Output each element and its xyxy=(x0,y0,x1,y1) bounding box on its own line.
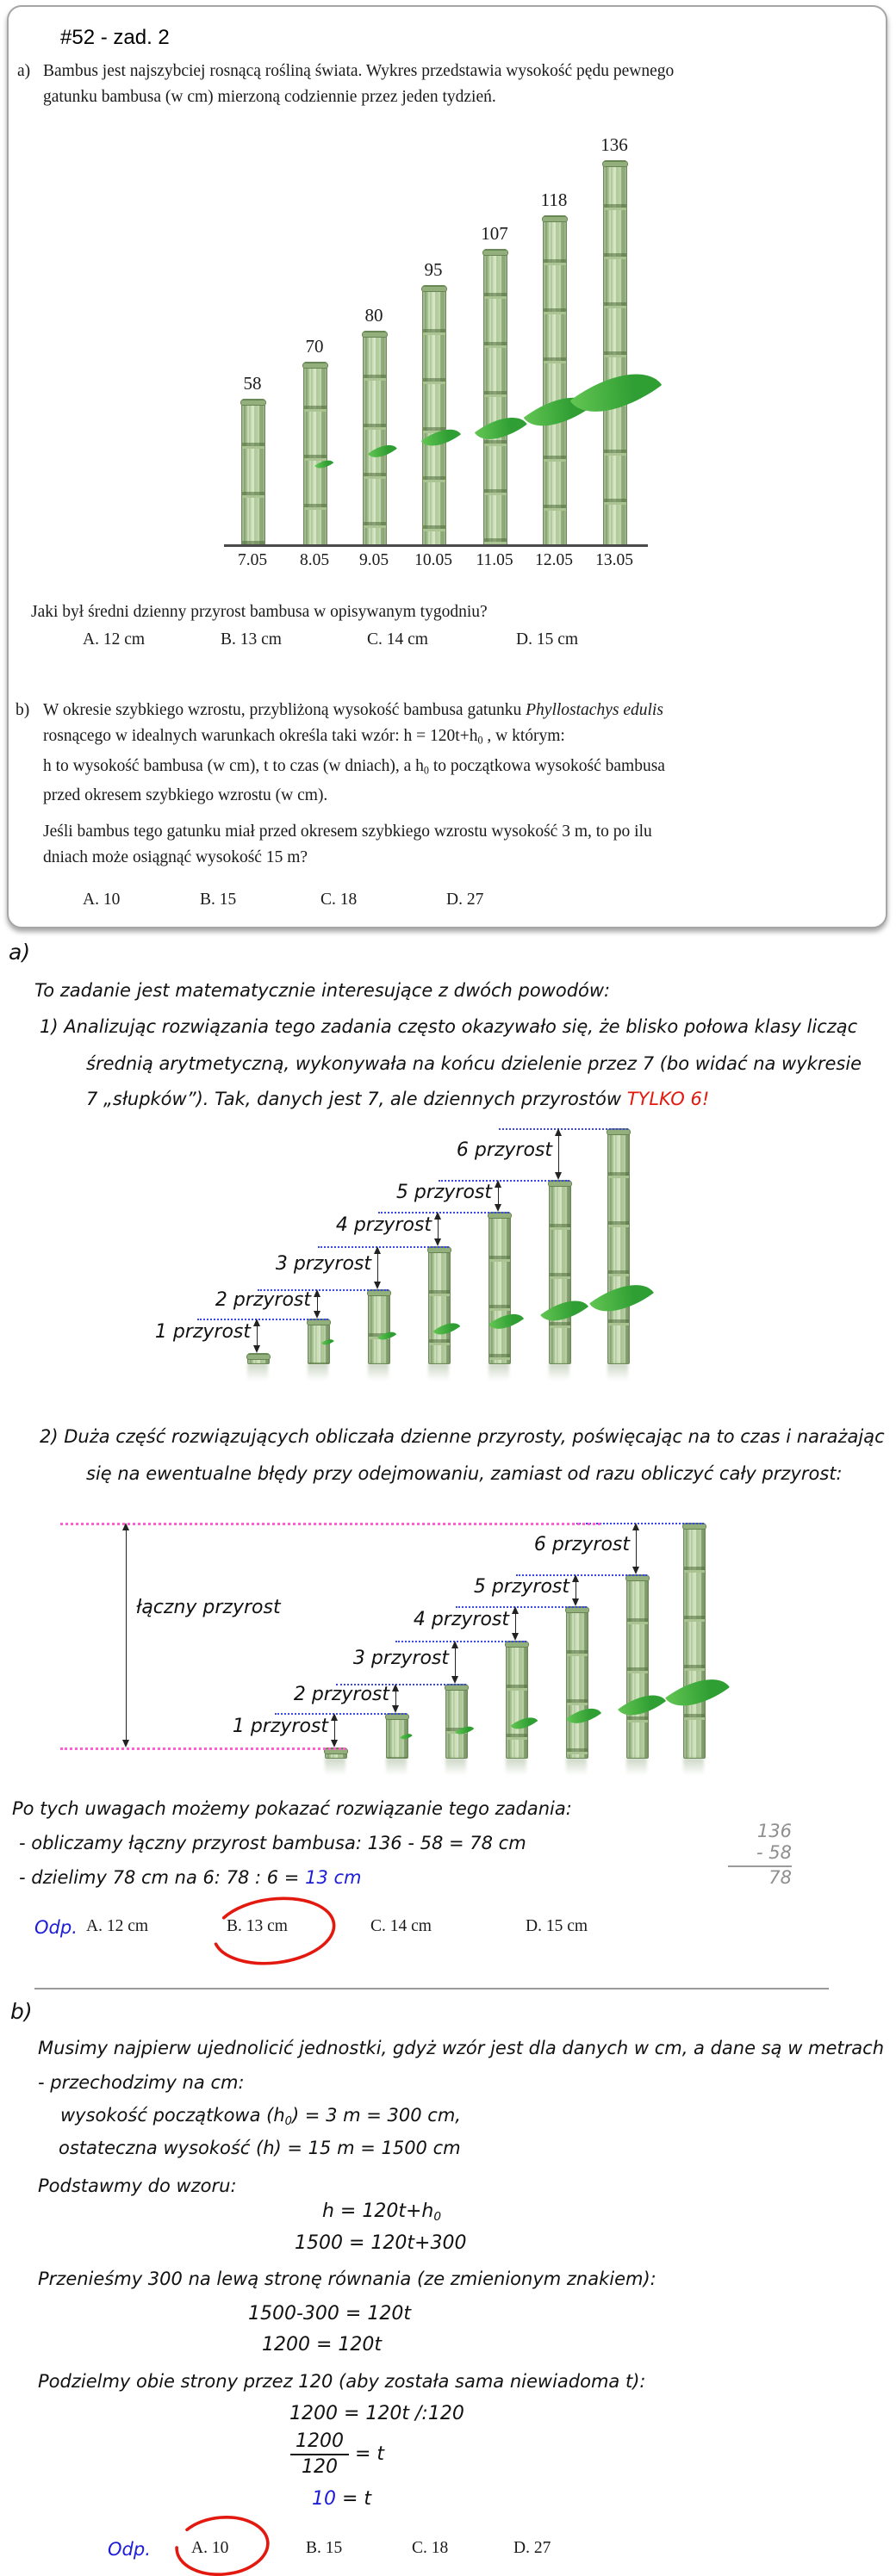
increment-guide-line xyxy=(197,1319,328,1320)
answer-option: A. 10 xyxy=(83,891,121,909)
arrow-up-icon xyxy=(495,1180,501,1188)
answer-option-circled: B. 13 cm xyxy=(227,1917,288,1935)
answer-circle-b13 xyxy=(207,1891,341,1969)
measure-arrow xyxy=(636,1527,637,1570)
arrow-down-icon xyxy=(555,1172,562,1180)
bamboo-growth-chart xyxy=(9,7,886,575)
part-b-line xyxy=(43,723,879,754)
bar-value-label: 80 xyxy=(364,305,383,326)
bamboo-stalk xyxy=(241,399,265,547)
increment-guide-line xyxy=(395,1641,526,1642)
text-segment: przed okresem szybkiego wzrostu (w cm). xyxy=(43,786,328,805)
text-segment: h = 120t+h xyxy=(322,2200,434,2222)
arrow-up-icon xyxy=(555,1128,562,1136)
equation-moved: 1500-300 = 120t xyxy=(248,2303,411,2325)
problem-card xyxy=(7,5,887,928)
part-a-line: gatunku bambusa (w cm) mierzoną codziennie przez jeden tydzień. xyxy=(43,88,496,106)
increment-guide-line xyxy=(275,1713,407,1715)
equation-divide-both-sides: 1200 = 120t /:120 xyxy=(289,2403,464,2424)
question-a: Jaki był średni dzienny przyrost bambusa w opisywanym tygodniu? xyxy=(31,603,488,621)
arrow-up-icon xyxy=(374,1246,381,1254)
arrow-up-icon xyxy=(392,1684,399,1691)
increment-label: 1 przyrost xyxy=(154,1321,251,1343)
solution-a-bullet1: - obliczamy łączny przyrost bambusa: 136 - 58 = 78 cm xyxy=(19,1833,526,1853)
measure-arrow xyxy=(455,1645,456,1679)
arrow-down-icon xyxy=(512,1633,519,1641)
increment-label: 3 przyrost xyxy=(352,1648,449,1669)
chart-baseline xyxy=(224,544,648,547)
bamboo-leaf-icon xyxy=(511,1711,538,1735)
bamboo-leaf-icon xyxy=(475,404,527,451)
text-segment: h to wysokość bambusa (w cm), t to czas (w dniach), a h xyxy=(43,756,424,775)
answer-option: B. 15 xyxy=(306,2539,343,2557)
part-b-text xyxy=(43,698,879,871)
measure-arrow xyxy=(126,1527,127,1743)
bar-value-label: 58 xyxy=(243,373,262,394)
total-bottom-guide-line xyxy=(60,1747,345,1750)
bamboo-stalk xyxy=(308,1319,330,1364)
equation-result xyxy=(312,2486,371,2513)
answer-option: A. 12 cm xyxy=(83,630,146,649)
part-b-line xyxy=(43,754,879,784)
text-segment: 13 cm xyxy=(305,1867,362,1888)
text-segment: wysokość początkowa (h xyxy=(60,2105,285,2126)
solution-a-point1-line xyxy=(86,1085,709,1113)
text-segment: Phyllostachys edulis xyxy=(526,701,663,719)
bamboo-leaf-icon xyxy=(619,1684,667,1727)
arrow-down-icon xyxy=(434,1238,441,1246)
solution-a-point2-line: się na ewentualne błędy przy odejmowaniu, zamiast od razu obliczyć cały przyrost: xyxy=(86,1463,843,1484)
text-segment: 0 xyxy=(284,2114,292,2128)
bamboo-reflection xyxy=(308,1363,328,1381)
odp-answers-row-b xyxy=(0,2539,896,2568)
answer-circle-a10 xyxy=(171,2511,274,2576)
subtraction-result: 78 xyxy=(768,1867,792,1888)
bamboo-stalk xyxy=(603,160,627,547)
bamboo-stalk xyxy=(543,215,567,547)
bamboo-reflection xyxy=(683,1758,704,1775)
bamboo-reflection xyxy=(247,1363,268,1381)
bamboo-leaf-icon xyxy=(421,420,461,456)
bamboo-stalk xyxy=(506,1641,528,1759)
bamboo-stalk xyxy=(422,285,446,547)
arrow-down-icon xyxy=(331,1740,338,1747)
text-segment: TYLKO 6! xyxy=(626,1089,710,1109)
bar-value-label: 107 xyxy=(481,223,508,244)
increment-label: 3 przyrost xyxy=(275,1253,371,1275)
solution-b-line5: Podstawmy do wzoru: xyxy=(38,2176,237,2196)
part-b-line: dniach może osiągnąć wysokość 15 m? xyxy=(43,848,308,867)
answer-option: D. 27 xyxy=(513,2539,551,2557)
bamboo-stalk xyxy=(607,1128,630,1364)
answer-option: D. 27 xyxy=(446,891,484,909)
increment-label: 2 przyrost xyxy=(215,1289,311,1311)
increment-guide-line xyxy=(456,1606,587,1608)
equation-reduced: 1200 = 120t xyxy=(262,2334,383,2356)
bamboo-leaf-icon xyxy=(321,1337,334,1348)
total-increment-diagram xyxy=(0,1507,896,1783)
total-top-guide-line xyxy=(60,1523,600,1525)
text-segment: 1) Analizując rozwiązania tego zadania często okazywało się, że blisko połowa klasy licząc xyxy=(40,1016,858,1037)
bamboo-reflection xyxy=(445,1758,466,1775)
answer-option: C. 18 xyxy=(412,2539,449,2557)
arrow-down-icon xyxy=(572,1598,579,1606)
answer-option: C. 18 xyxy=(320,891,358,909)
bamboo-stalk xyxy=(428,1246,451,1364)
text-segment: średnią arytmetyczną, wykonywała na końcu dzielenie przez 7 (bo widać na wykresie xyxy=(86,1053,862,1074)
increment-label: 5 przyrost xyxy=(395,1181,492,1203)
answer-option: C. 14 cm xyxy=(370,1917,432,1935)
increments-diagram xyxy=(0,1111,896,1395)
text-segment: 0 xyxy=(423,764,429,777)
answers-row-b xyxy=(9,891,886,920)
solution-a-bullet2 xyxy=(19,1864,362,1891)
bamboo-reflection xyxy=(428,1363,449,1381)
increment-guide-line xyxy=(318,1246,449,1248)
x-tick-label: 12.05 xyxy=(535,551,573,569)
increment-label: 6 przyrost xyxy=(533,1534,630,1555)
solution-a-heading: a) xyxy=(9,940,31,965)
bamboo-leaf-icon xyxy=(378,1327,397,1344)
arrow-up-icon xyxy=(451,1641,458,1648)
text-segment: W okresie szybkiego wzrostu, przybliżoną wysokość bambusa gatunku xyxy=(43,701,526,719)
answers-row-a xyxy=(9,630,886,660)
bar-value-label: 95 xyxy=(424,259,443,280)
section-divider xyxy=(34,1988,829,1989)
measure-arrow xyxy=(377,1251,378,1285)
bamboo-leaf-icon xyxy=(433,1317,461,1341)
bamboo-stalk xyxy=(303,362,327,547)
increment-label: 4 przyrost xyxy=(413,1609,509,1630)
text-segment: , w którym: xyxy=(482,727,565,745)
page-title: #52 - zad. 2 xyxy=(60,26,170,49)
answer-option-circled: A. 10 xyxy=(191,2539,229,2557)
arrow-up-icon xyxy=(253,1319,260,1326)
odp-label-b: Odp. xyxy=(108,2539,151,2560)
bamboo-leaf-icon xyxy=(368,438,397,464)
solution-a-point2-line: 2) Duża część rozwiązujących obliczała dzienne przyrosty, poświęcając na to czas i narażając xyxy=(40,1426,885,1447)
x-tick-label: 13.05 xyxy=(595,551,633,569)
arrow-down-icon xyxy=(374,1282,381,1289)
bamboo-stalk xyxy=(483,249,507,547)
total-increment-label: łączny przyrost xyxy=(136,1597,281,1619)
answer-option: C. 14 cm xyxy=(367,630,428,649)
arrow-up-icon xyxy=(122,1523,129,1530)
bar-value-label: 118 xyxy=(540,189,568,210)
bamboo-leaf-icon xyxy=(456,1722,475,1739)
x-tick-label: 10.05 xyxy=(414,551,452,569)
increment-label: 5 przyrost xyxy=(473,1575,569,1598)
bar-value-label: 70 xyxy=(305,336,324,357)
part-b-line: Jeśli bambus tego gatunku miał przed okresem szybkiego wzrostu wysokość 3 m, to po ilu xyxy=(43,822,652,841)
bamboo-leaf-icon xyxy=(541,1289,589,1332)
text-segment: - dzielimy 78 cm na 6: 78 : 6 = xyxy=(19,1867,306,1888)
odp-label-a: Odp. xyxy=(34,1917,78,1938)
equation-substituted: 1500 = 120t+300 xyxy=(295,2232,467,2254)
solution-a-point1-line xyxy=(86,1050,862,1077)
part-b-label: b) xyxy=(16,701,30,719)
odp-answers-row-a xyxy=(0,1917,896,1946)
increment-label: 1 przyrost xyxy=(232,1716,328,1737)
fraction-numerator: 1200 xyxy=(290,2430,349,2455)
arrow-down-icon xyxy=(122,1740,129,1747)
fraction xyxy=(290,2430,349,2479)
bamboo-stalk xyxy=(363,331,387,547)
bamboo-leaf-icon xyxy=(400,1731,413,1742)
increment-label: 2 przyrost xyxy=(293,1684,389,1705)
answer-option: B. 13 cm xyxy=(221,630,282,649)
answer-option: D. 15 cm xyxy=(526,1917,588,1935)
increment-guide-line xyxy=(378,1212,509,1214)
arrow-up-icon xyxy=(331,1713,338,1721)
arrow-up-icon xyxy=(572,1574,579,1582)
part-a-label: a) xyxy=(17,62,31,80)
part-a-line: Bambus jest najszybciej rosnącą rośliną świata. Wykres przedstawia wysokość pędu pewnego xyxy=(43,62,675,80)
bamboo-reflection xyxy=(549,1363,569,1381)
answer-option: D. 15 cm xyxy=(516,630,579,649)
x-tick-label: 9.05 xyxy=(358,551,389,569)
x-tick-label: 11.05 xyxy=(476,551,513,569)
arrow-up-icon xyxy=(632,1523,639,1530)
subtraction-minuend: 136 xyxy=(756,1821,792,1841)
bamboo-reflection xyxy=(488,1363,509,1381)
bamboo-reflection xyxy=(626,1758,647,1775)
solution-a-point1-line xyxy=(40,1013,857,1040)
equation-formula xyxy=(322,2198,441,2231)
solution-b-line2: - przechodzimy na cm: xyxy=(38,2072,245,2093)
bamboo-leaf-icon xyxy=(569,351,662,434)
arrow-down-icon xyxy=(495,1204,501,1212)
part-b-line xyxy=(43,698,879,723)
text-segment: = t xyxy=(336,2488,372,2510)
bamboo-stalk xyxy=(368,1289,390,1364)
text-segment: 0 xyxy=(433,2210,442,2225)
bamboo-stalk xyxy=(445,1684,468,1759)
solution-b-heading: b) xyxy=(10,1999,33,2024)
bamboo-stalk xyxy=(683,1523,706,1759)
bamboo-stalk xyxy=(566,1606,588,1759)
solution-b-line6: Przenieśmy 300 na lewą stronę równania (ze zmienionym znakiem): xyxy=(38,2269,656,2289)
text-segment: rosnącego w idealnych warunkach określa taki wzór: h = 120t+h xyxy=(43,727,478,745)
bamboo-reflection xyxy=(386,1758,407,1775)
text-segment: 10 xyxy=(312,2488,336,2510)
bamboo-leaf-icon xyxy=(524,381,593,443)
text-segment: ) = 3 m = 300 cm, xyxy=(291,2105,461,2126)
bamboo-stalk xyxy=(488,1212,511,1364)
increment-guide-line xyxy=(499,1128,628,1130)
arrow-up-icon xyxy=(512,1606,519,1614)
arrow-down-icon xyxy=(253,1345,260,1353)
bamboo-reflection xyxy=(506,1758,526,1775)
bamboo-leaf-icon xyxy=(589,1269,654,1327)
arrow-down-icon xyxy=(451,1676,458,1684)
increment-label: 6 przyrost xyxy=(456,1139,552,1161)
column-subtraction xyxy=(728,1821,792,1889)
bamboo-stalk xyxy=(549,1180,571,1364)
bamboo-stalk xyxy=(386,1713,408,1759)
bamboo-stalk xyxy=(626,1574,649,1759)
measure-arrow xyxy=(558,1133,559,1176)
bamboo-reflection xyxy=(607,1363,628,1381)
answer-option: B. 15 xyxy=(200,891,237,909)
arrow-down-icon xyxy=(314,1311,320,1319)
fraction-rhs: = t xyxy=(355,2443,385,2465)
arrow-up-icon xyxy=(434,1212,441,1220)
bar-value-label: 136 xyxy=(600,134,628,155)
text-segment: 7 „słupków”). Tak, danych jest 7, ale dziennych przyrostów xyxy=(86,1089,627,1109)
increment-label: 4 przyrost xyxy=(335,1214,432,1236)
arrow-down-icon xyxy=(392,1705,399,1713)
bamboo-leaf-icon xyxy=(488,1306,524,1338)
solution-b-line1: Musimy najpierw ujednolicić jednostki, gdyż wzór jest dla danych w cm, a dane są w metrach xyxy=(38,2038,885,2058)
bamboo-leaf-icon xyxy=(315,456,334,473)
bamboo-reflection xyxy=(368,1363,389,1381)
bamboo-leaf-icon xyxy=(566,1700,601,1732)
subtraction-subtrahend: - 58 xyxy=(756,1842,792,1863)
solution-a-intro: To zadanie jest matematycznie interesujące z dwóch powodów: xyxy=(34,980,611,1001)
solution-b-line3 xyxy=(60,2101,461,2136)
equation-fraction xyxy=(290,2430,384,2479)
text-segment: 0 xyxy=(477,734,483,747)
bamboo-reflection xyxy=(325,1758,345,1775)
solution-a-conclusion: Po tych uwagach możemy pokazać rozwiązanie tego zadania: xyxy=(12,1798,572,1819)
x-tick-label: 8.05 xyxy=(299,551,330,569)
answer-option: A. 12 cm xyxy=(86,1917,149,1935)
x-tick-label: 7.05 xyxy=(237,551,268,569)
arrow-down-icon xyxy=(632,1567,639,1574)
bamboo-reflection xyxy=(566,1758,587,1775)
part-b-line xyxy=(43,783,879,809)
text-segment: to początkowa wysokość bambusa xyxy=(428,756,665,775)
solution-b-line7: Podzielmy obie strony przez 120 (aby została sama niewiadoma t): xyxy=(38,2371,646,2392)
fraction-denominator: 120 xyxy=(302,2456,338,2478)
arrow-up-icon xyxy=(314,1289,320,1297)
solution-b-line4: ostateczna wysokość (h) = 15 m = 1500 cm xyxy=(59,2138,461,2158)
bamboo-leaf-icon xyxy=(665,1663,730,1722)
